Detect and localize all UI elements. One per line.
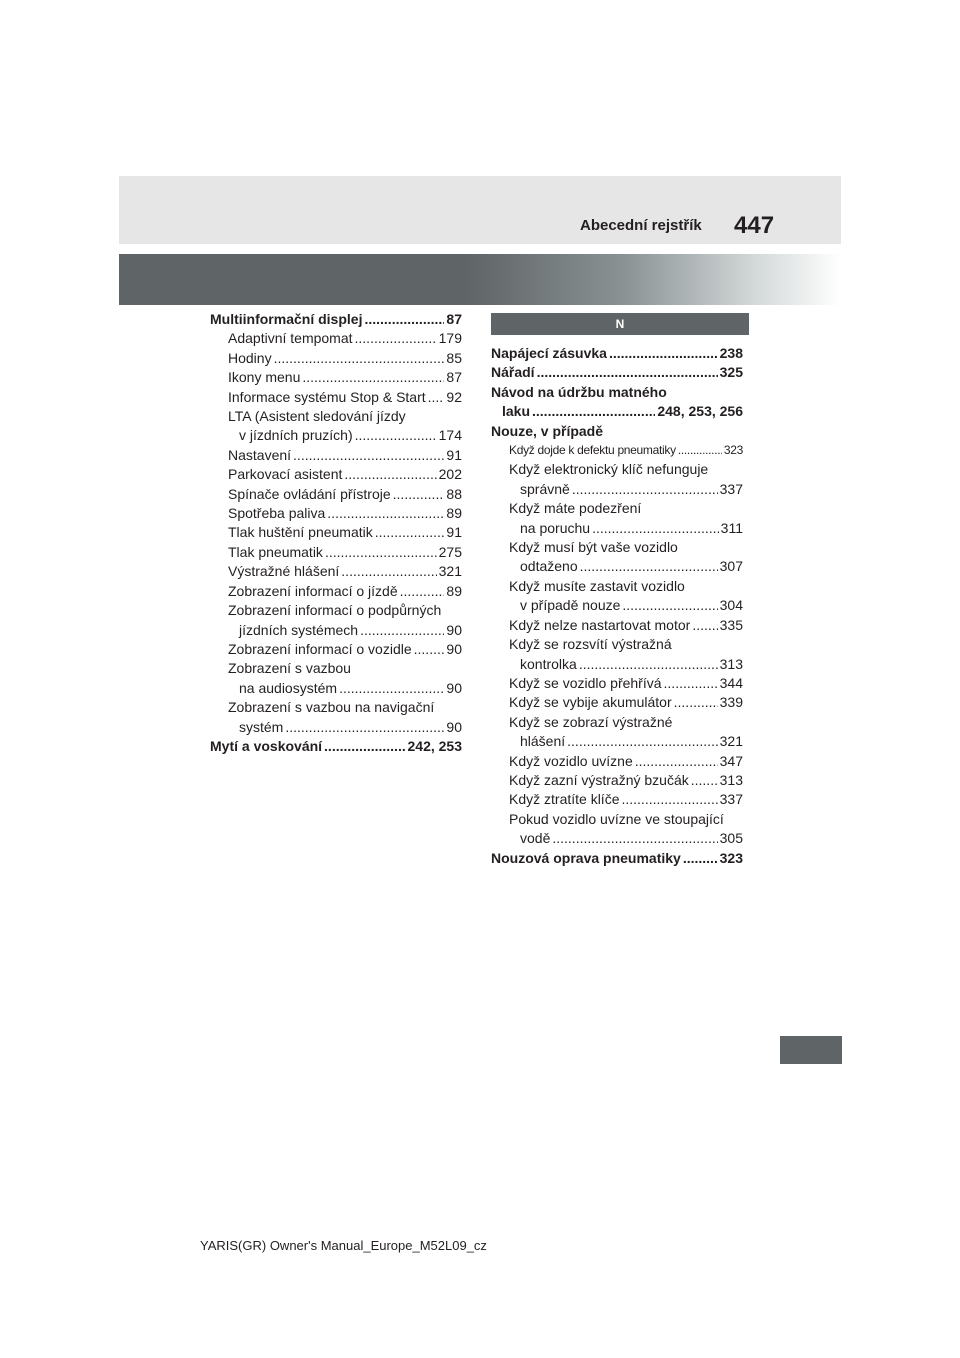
dot-leader xyxy=(567,732,717,751)
index-page-ref: 90 xyxy=(446,679,462,696)
index-entry xyxy=(210,523,462,542)
index-entry-text: Multiinformační displej xyxy=(210,311,363,327)
index-entry xyxy=(491,829,743,848)
index-page-ref: 202 xyxy=(438,466,462,483)
dot-leader xyxy=(355,329,437,348)
index-entry xyxy=(210,543,462,562)
index-entry xyxy=(210,504,462,523)
index-entry xyxy=(491,790,743,809)
index-page-ref: 174 xyxy=(438,427,462,444)
index-entry-text: kontrolka xyxy=(520,655,577,672)
index-entry-line: Zobrazení s vazbou na navigační xyxy=(228,699,435,716)
index-page-ref: 344 xyxy=(719,674,743,691)
index-entry-text: Spotřeba paliva xyxy=(228,505,326,522)
dot-leader xyxy=(622,596,717,615)
index-page-ref: 90 xyxy=(446,640,462,657)
index-page-ref: 323 xyxy=(723,443,743,458)
index-entry-text: Napájecí zásuvka xyxy=(491,345,607,361)
dot-leader xyxy=(609,344,718,363)
index-page-ref: 337 xyxy=(719,480,743,497)
index-page-ref: 238 xyxy=(719,345,743,361)
index-page-ref: 305 xyxy=(719,830,743,847)
index-page-ref: 339 xyxy=(719,694,743,711)
dot-leader xyxy=(360,621,444,640)
dot-leader xyxy=(592,519,719,538)
index-page-ref: 313 xyxy=(719,771,743,788)
index-entry-text: Tlak huštění pneumatik xyxy=(228,524,373,541)
index-entry xyxy=(210,426,462,445)
index-entry xyxy=(491,344,743,363)
index-entry-text: Hodiny xyxy=(228,349,272,366)
index-entry-text: systém xyxy=(239,718,284,735)
index-entry-text: Mytí a voskování xyxy=(210,737,323,754)
index-entry-text: jízdních systémech xyxy=(239,621,359,638)
index-entry-text: Spínače ovládání přístroje xyxy=(228,485,391,502)
dot-leader xyxy=(635,752,718,771)
index-entry-text: Parkovací asistent xyxy=(228,466,343,483)
dot-leader xyxy=(532,402,655,421)
index-entry-text: Informace systému Stop & Start xyxy=(228,388,426,405)
index-column-right xyxy=(491,313,743,868)
dot-leader xyxy=(325,543,437,562)
index-entry xyxy=(491,557,743,576)
dot-leader xyxy=(678,441,722,460)
index-entry-text: odtaženo xyxy=(520,558,578,575)
index-page-ref: 325 xyxy=(719,364,743,381)
index-entry-text: v případě nouze xyxy=(520,597,621,614)
section-letter-header: N xyxy=(491,313,749,335)
index-page-ref: 321 xyxy=(719,733,743,750)
index-page-ref: 87 xyxy=(446,311,462,327)
index-entry-text: na audiosystém xyxy=(239,679,338,696)
index-entry-line: Když máte podezření xyxy=(509,500,642,517)
index-entries-n xyxy=(491,344,743,868)
dot-leader xyxy=(664,674,718,693)
index-page-ref: 307 xyxy=(719,558,743,575)
index-entry xyxy=(210,582,462,601)
index-entry xyxy=(210,310,462,329)
chapter-tab-marker xyxy=(780,1036,842,1064)
index-page-ref: 248, 253, 256 xyxy=(657,403,743,420)
dot-leader xyxy=(580,557,718,576)
index-page-ref: 87 xyxy=(446,369,462,386)
index-entry-text: Nouzová oprava pneumatiky xyxy=(491,849,681,866)
dot-leader xyxy=(621,790,717,809)
index-entry xyxy=(210,718,462,737)
index-page-ref: 275 xyxy=(438,543,462,560)
index-page-ref: 321 xyxy=(438,563,462,580)
index-entry xyxy=(491,693,743,712)
index-page-ref: 88 xyxy=(446,485,462,502)
index-entry xyxy=(491,616,743,635)
index-entry xyxy=(491,771,743,790)
dot-leader xyxy=(552,829,717,848)
index-page-ref: 91 xyxy=(446,446,462,463)
index-entry-line: Když musí být vaše vozidlo xyxy=(509,539,678,556)
index-entry xyxy=(210,368,462,387)
header-band xyxy=(119,176,841,244)
index-entry xyxy=(491,441,743,460)
index-entry-text: Zobrazení informací o vozidle xyxy=(228,640,412,657)
header-gradient-bar xyxy=(119,254,841,305)
section-title: Abecední rejstřík xyxy=(580,217,702,234)
index-entry xyxy=(491,596,743,615)
index-entry-text: Když se vybije akumulátor xyxy=(509,694,672,711)
index-entry xyxy=(210,329,462,348)
dot-leader xyxy=(579,655,718,674)
index-page-ref: 304 xyxy=(719,597,743,614)
dot-leader xyxy=(339,679,444,698)
index-entry-text: laku xyxy=(502,403,531,420)
index-page-ref: 90 xyxy=(446,718,462,735)
index-page-ref: 92 xyxy=(446,388,462,405)
index-entry-line: Návod na údržbu matného xyxy=(491,383,667,400)
dot-leader xyxy=(302,368,444,387)
index-entry xyxy=(210,737,462,756)
index-entry-line: Když se zobrazí výstražné xyxy=(509,713,673,730)
index-entry-text: Výstražné hlášení xyxy=(228,563,340,580)
index-column-left xyxy=(210,310,462,756)
index-entry-text: Adaptivní tempomat xyxy=(228,330,353,347)
index-entry xyxy=(491,752,743,771)
index-entry xyxy=(210,485,462,504)
index-entry-text: na poruchu xyxy=(520,519,591,536)
index-page-ref: 89 xyxy=(446,582,462,599)
index-page-ref: 91 xyxy=(446,524,462,541)
index-entry xyxy=(491,655,743,674)
index-entry-text: Když ztratíte klíče xyxy=(509,791,620,808)
index-entry-line: Zobrazení informací o podpůrných xyxy=(228,602,442,619)
index-entry-text: správně xyxy=(520,480,570,497)
index-entry-text: Když nelze nastartovat motor xyxy=(509,616,691,633)
dot-leader xyxy=(400,582,445,601)
index-entry xyxy=(210,388,462,407)
dot-leader xyxy=(324,737,405,756)
dot-leader xyxy=(355,426,437,445)
index-entry xyxy=(491,363,743,382)
index-entry-text: Když vozidlo uvízne xyxy=(509,752,633,769)
index-entry-line: Když musíte zastavit vozidlo xyxy=(509,577,685,594)
index-page-ref: 85 xyxy=(446,349,462,366)
index-entry-text: vodě xyxy=(520,830,551,847)
index-page-ref: 347 xyxy=(719,752,743,769)
index-heading: Nouze, v případě xyxy=(491,422,604,439)
index-entry xyxy=(491,674,743,693)
index-entry-line: Když elektronický klíč nefunguje xyxy=(509,461,709,478)
dot-leader xyxy=(428,388,445,407)
dot-leader xyxy=(364,310,444,329)
footer-manual-id: YARIS(GR) Owner's Manual_Europe_M52L09_cz xyxy=(200,1238,487,1253)
index-page-ref: 311 xyxy=(720,519,743,536)
index-page-ref: 179 xyxy=(438,330,462,347)
index-entry-text: Tlak pneumatik xyxy=(228,543,323,560)
index-page-ref: 323 xyxy=(719,849,743,866)
dot-leader xyxy=(341,562,436,581)
index-entry xyxy=(210,679,462,698)
index-entry xyxy=(491,849,743,868)
dot-leader xyxy=(691,771,718,790)
dot-leader xyxy=(285,718,444,737)
index-page-ref: 90 xyxy=(446,621,462,638)
dot-leader xyxy=(274,349,445,368)
index-entry-text: Nastavení xyxy=(228,446,292,463)
index-page-ref: 242, 253 xyxy=(407,737,462,754)
index-entry xyxy=(210,640,462,659)
index-entry-line: Pokud vozidlo uvízne ve stoupající xyxy=(509,810,724,827)
index-entry-text: Ikony menu xyxy=(228,369,301,386)
index-entry-text: Zobrazení informací o jízdě xyxy=(228,582,398,599)
index-entry xyxy=(210,446,462,465)
index-entry xyxy=(491,519,743,538)
index-entry xyxy=(210,621,462,640)
index-page-ref: 335 xyxy=(719,616,743,633)
index-entry-text: Když zazní výstražný bzučák xyxy=(509,771,689,788)
dot-leader xyxy=(327,504,444,523)
index-entry-line: Když se rozsvítí výstražná xyxy=(509,636,672,653)
index-page-ref: 337 xyxy=(719,791,743,808)
index-entry-line: Zobrazení s vazbou xyxy=(228,660,351,677)
dot-leader xyxy=(393,485,445,504)
page-number: 447 xyxy=(734,212,775,239)
dot-leader xyxy=(344,465,436,484)
index-entry-text: v jízdních pruzích) xyxy=(239,427,353,444)
dot-leader xyxy=(414,640,445,659)
index-entry-text: Když dojde k defektu pneumatiky xyxy=(509,443,676,458)
index-entry xyxy=(210,562,462,581)
dot-leader xyxy=(674,693,718,712)
dot-leader xyxy=(375,523,445,542)
dot-leader xyxy=(537,363,718,382)
index-entry-text: hlášení xyxy=(520,733,566,750)
dot-leader xyxy=(683,849,718,868)
dot-leader xyxy=(572,480,718,499)
index-entry-text: Když se vozidlo přehřívá xyxy=(509,674,662,691)
index-page-ref: 313 xyxy=(719,655,743,672)
dot-leader xyxy=(293,446,444,465)
index-entry-line: LTA (Asistent sledování jízdy xyxy=(228,408,406,425)
index-entry xyxy=(210,465,462,484)
index-entry xyxy=(491,732,743,751)
index-entry xyxy=(491,480,743,499)
index-entry-text: Nářadí xyxy=(491,364,535,381)
index-page-ref: 89 xyxy=(446,505,462,522)
index-entry xyxy=(491,402,743,421)
dot-leader xyxy=(692,616,717,635)
index-entry xyxy=(210,349,462,368)
